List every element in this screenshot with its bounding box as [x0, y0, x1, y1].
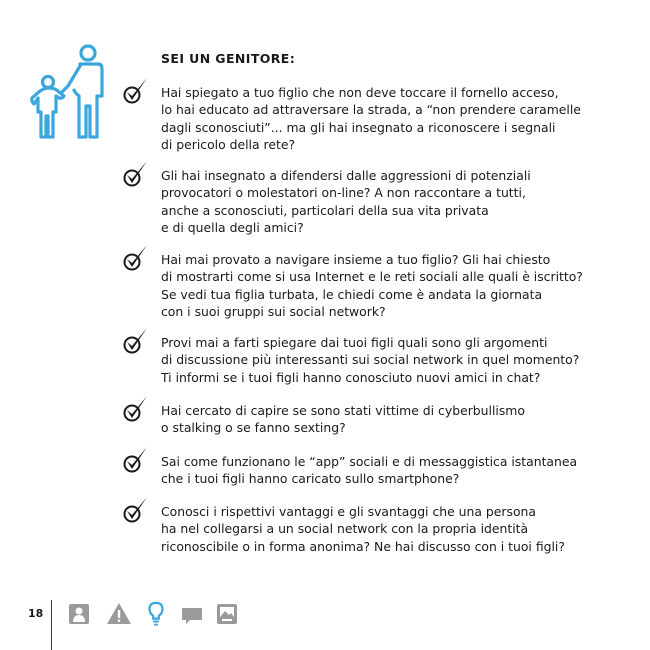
item-text: Hai mai provato a navigare insieme a tuo figlio? Gli hai chiesto di mostrarti come si usa Internet e le reti sociali alle quali è iscritto? Se vedi tua figlia turbata, le chiedi come è andata la giornata con i suoi gruppi sui social network? [161, 252, 583, 320]
section-heading: SEI UN GENITORE: [161, 51, 296, 66]
checkmark-icon [121, 76, 153, 106]
checkmark-icon [121, 326, 153, 356]
warning-icon[interactable] [106, 601, 132, 627]
footer-icon-bar [68, 601, 248, 629]
item-text: Conosci i rispettivi vantaggi e gli svantaggi che una persona ha nel collegarsi a un social network con la propria identità riconoscibile o in forma anonima? Ne hai discusso con i tuoi figli? [161, 504, 565, 554]
page-number: 18 [28, 607, 44, 620]
item-text: Hai spiegato a tuo figlio che non deve toccare il fornello acceso, lo hai educato ad attraversare la strada, a “non prendere caramelle dagli sconosciuti”... ma gli hai insegnato a riconoscere i segnali di pericolo della rete? [161, 85, 581, 153]
checkmark-icon [121, 445, 153, 475]
chat-icon[interactable] [181, 601, 203, 627]
person-icon[interactable] [68, 601, 90, 627]
checkmark-icon [121, 243, 153, 273]
lightbulb-icon[interactable] [147, 601, 165, 627]
item-text: Hai cercato di capire se sono stati vittime di cyberbullismo o stalking o se fanno sexting? [161, 403, 525, 436]
checkmark-icon [121, 495, 153, 525]
checkmark-icon [121, 394, 153, 424]
footer-divider [51, 600, 52, 650]
checkmark-icon [121, 159, 153, 189]
photo-icon[interactable] [216, 601, 238, 627]
item-text: Gli hai insegnato a difendersi dalle aggressioni di potenziali provocatori o molestatori on-line? A non raccontare a tutti, anche a sconosciuti, particolari della sua vita privata e di quella degli amici? [161, 168, 531, 236]
item-text: Provi mai a farti spiegare dai tuoi figli quali sono gli argomenti di discussione più interessanti sui social network in quel momento? Ti informi se i tuoi figli hanno conosciuto nuovi amici in chat? [161, 335, 580, 385]
item-text: Sai come funzionano le “app” sociali e di messaggistica istantanea che i tuoi figli hanno caricato sullo smartphone? [161, 454, 578, 487]
parent-child-icon [26, 44, 108, 142]
